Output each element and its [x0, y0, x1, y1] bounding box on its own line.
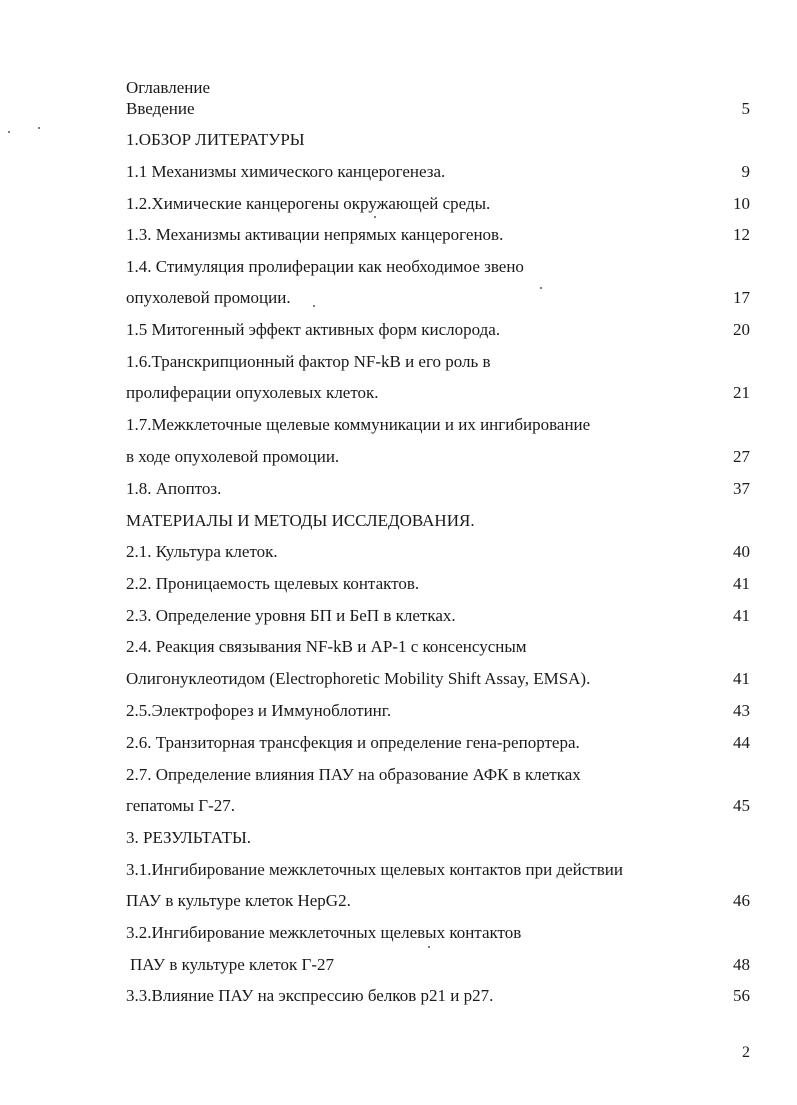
toc-entry-title: 2.1. Культура клеток.: [126, 542, 278, 561]
toc-entry-page: 21: [733, 383, 750, 402]
toc-entry-title-cont: пролиферации опухолевых клеток.: [126, 383, 379, 402]
toc-entry-page: 46: [733, 891, 750, 910]
toc-entry-page: 48: [733, 955, 750, 974]
page-number: 2: [742, 1044, 750, 1061]
toc-entry-title: 1.1 Механизмы химического канцерогенеза.: [126, 162, 446, 181]
toc-entry-title: 1.ОБЗОР ЛИТЕРАТУРЫ: [126, 130, 305, 149]
toc-entry-title: 1.4. Стимуляция пролиферации как необходимое звено: [126, 257, 524, 276]
toc-entry-page: 20: [733, 320, 750, 339]
toc-entry-title: 1.2.Химические канцерогены окружающей среды.: [126, 194, 491, 213]
toc-entry-title: 1.6.Транскрипционный фактор NF-kB и его роль в: [126, 352, 491, 371]
scan-speck: [540, 287, 542, 289]
toc-entry-page: 27: [733, 447, 750, 466]
toc-entry-title: 1.5 Митогенный эффект активных форм кислорода.: [126, 320, 501, 339]
toc-entry-title: 1.7.Межклеточные щелевые коммуникации и их ингибирование: [126, 415, 591, 434]
toc-entry-page: 44: [733, 733, 750, 752]
toc-entry-title: 3.3.Влияние ПАУ на экспрессию белков p21 и p27.: [126, 986, 494, 1005]
scan-speck: [428, 946, 430, 948]
toc-entry-title: 3. РЕЗУЛЬТАТЫ.: [126, 828, 252, 847]
toc-entry-page: 45: [733, 796, 750, 815]
toc-entry-title-cont: ПАУ в культуре клеток HepG2.: [126, 891, 351, 910]
toc-entry-page: 17: [733, 288, 750, 307]
toc-entry-title-cont: опухолевой промоции.: [126, 288, 291, 307]
toc-entry-title: Введение: [126, 99, 195, 118]
toc-entry-title-cont: в ходе опухолевой промоции.: [126, 447, 340, 466]
toc-heading: Оглавление: [126, 78, 210, 97]
toc-entry-title: 1.3. Механизмы активации непрямых канцерогенов.: [126, 225, 504, 244]
toc-entry-title-cont: Олигонуклеотидом (Electrophoretic Mobility Shift Assay, EMSA).: [126, 669, 591, 688]
toc-entry-title: 3.1.Ингибирование межклеточных щелевых контактов при действии: [126, 860, 623, 879]
toc-entry-page: 41: [733, 574, 750, 593]
toc-entry-page: 12: [733, 225, 750, 244]
toc-entry-title: МАТЕРИАЛЫ И МЕТОДЫ ИССЛЕДОВАНИЯ.: [126, 511, 475, 530]
toc-entry-page: 5: [741, 99, 750, 118]
toc-entry-page: 37: [733, 479, 750, 498]
toc-entry-title: 2.6. Транзиторная трансфекция и определение гена-репортера.: [126, 733, 580, 752]
toc-entry-page: 40: [733, 542, 750, 561]
toc-entry-title: 1.8. Апоптоз.: [126, 479, 222, 498]
toc-entry-title: 3.2.Ингибирование межклеточных щелевых контактов: [126, 923, 522, 942]
toc-entry-title: 2.2. Проницаемость щелевых контактов.: [126, 574, 420, 593]
toc-entry-page: 10: [733, 194, 750, 213]
scan-speck: [38, 127, 40, 129]
toc-entry-title: 2.5.Электрофорез и Иммуноблотинг.: [126, 701, 392, 720]
toc-entry-page: 43: [733, 701, 750, 720]
toc-entry-title-cont: ПАУ в культуре клеток Г-27: [130, 955, 334, 974]
toc-entry-page: 56: [733, 986, 750, 1005]
toc-entry-title: 2.7. Определение влияния ПАУ на образование АФК в клетках: [126, 765, 581, 784]
toc-entry-page: 41: [733, 669, 750, 688]
toc-entry-title: 2.4. Реакция связывания NF-kB и AP-1 с консенсусным: [126, 637, 527, 656]
scan-speck: [374, 216, 376, 218]
toc-entry-title: 2.3. Определение уровня БП и БеП в клетках.: [126, 606, 456, 625]
toc-entry-title-cont: гепатомы Г-27.: [126, 796, 236, 815]
toc-entry-page: 9: [741, 162, 750, 181]
scan-speck: [8, 131, 10, 133]
scan-speck: [313, 305, 315, 307]
toc-entry-page: 41: [733, 606, 750, 625]
